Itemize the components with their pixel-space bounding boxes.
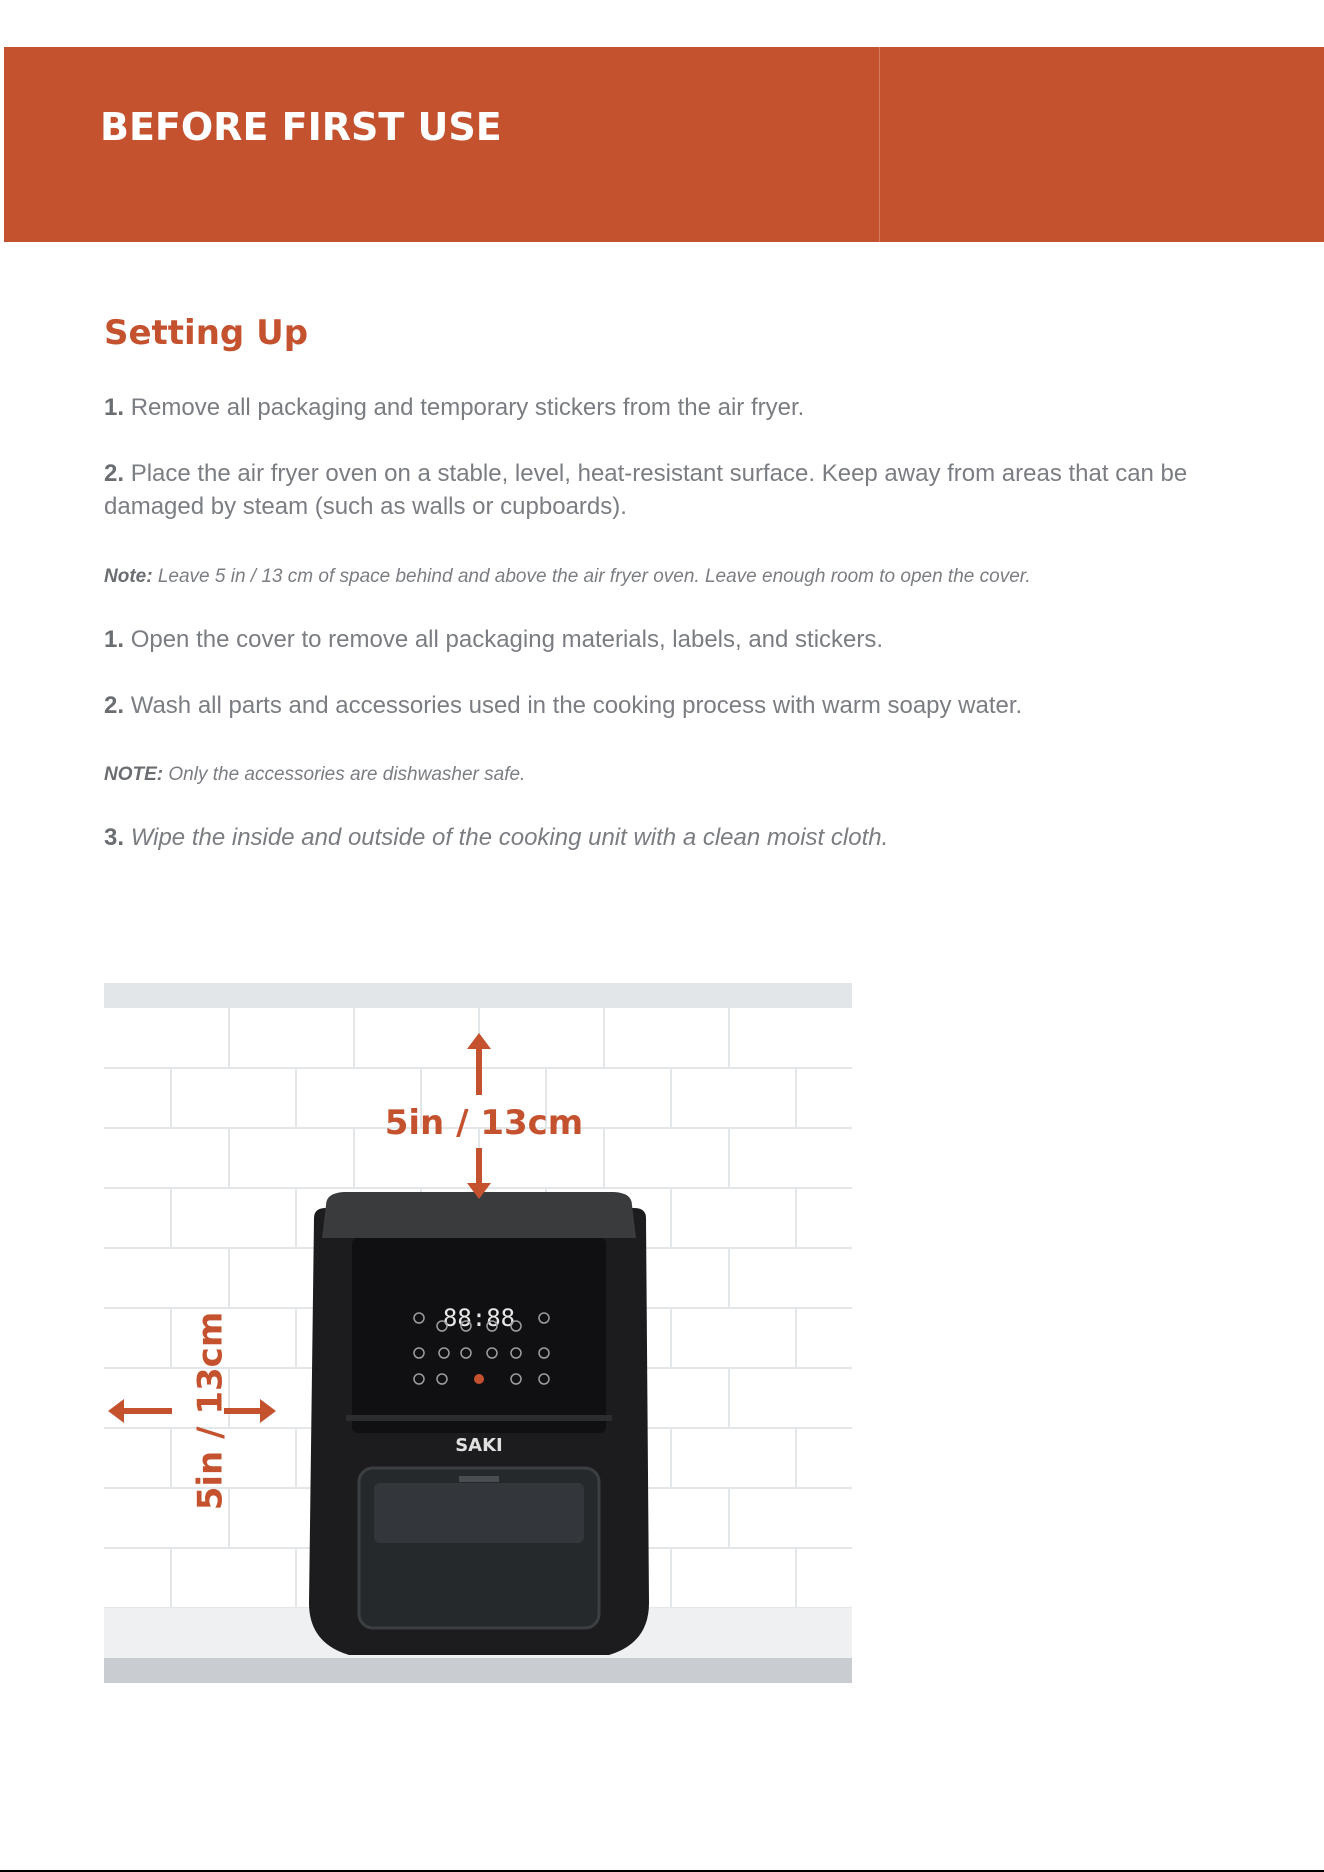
brand-logo: SAKI bbox=[455, 1435, 503, 1456]
step-number: 1. bbox=[104, 394, 125, 421]
power-button-icon bbox=[474, 1374, 484, 1384]
step-1 bbox=[104, 391, 1234, 424]
side-clearance-label: 5in / 13cm bbox=[190, 1311, 231, 1511]
banner-divider bbox=[879, 47, 880, 242]
step-text: Place the air fryer oven on a stable, level, heat-resistant surface. Keep away from areas that can be damaged by steam (such as walls or cupboards). bbox=[104, 460, 1188, 520]
clearance-figure bbox=[104, 983, 852, 1683]
note-label: Note: bbox=[104, 566, 153, 587]
step-5 bbox=[104, 821, 1234, 854]
top-clearance-label: 5in / 13cm bbox=[384, 1103, 584, 1143]
step-4 bbox=[104, 689, 1234, 722]
air-fryer bbox=[309, 1192, 649, 1655]
control-panel bbox=[352, 1238, 606, 1433]
countertop-edge bbox=[104, 1658, 852, 1683]
note-text: Only the accessories are dishwasher safe. bbox=[168, 764, 526, 785]
step-3 bbox=[104, 623, 1234, 656]
step-number: 1. bbox=[104, 626, 125, 653]
wall-top-trim bbox=[104, 983, 852, 1008]
step-number: 3. bbox=[104, 824, 125, 851]
step-text: Open the cover to remove all packaging materials, labels, and stickers. bbox=[130, 626, 884, 653]
step-text: Remove all packaging and temporary stickers from the air fryer. bbox=[130, 394, 805, 421]
page-title: BEFORE FIRST USE bbox=[100, 105, 502, 149]
step-2 bbox=[104, 457, 1234, 523]
note-text: Leave 5 in / 13 cm of space behind and above the air fryer oven. Leave enough room to open the cover. bbox=[157, 566, 1031, 587]
step-text: Wipe the inside and outside of the cooking unit with a clean moist cloth. bbox=[130, 824, 889, 851]
air-fryer-illustration bbox=[104, 983, 852, 1683]
step-text: Wash all parts and accessories used in the cooking process with warm soapy water. bbox=[130, 692, 1023, 719]
led-display: 88:88 bbox=[442, 1304, 516, 1332]
step-number: 2. bbox=[104, 460, 125, 487]
section-title: Setting Up bbox=[104, 313, 309, 353]
note-dishwasher bbox=[104, 758, 1234, 791]
note-clearance bbox=[104, 560, 1234, 593]
note-label: NOTE: bbox=[104, 764, 164, 785]
step-number: 2. bbox=[104, 692, 125, 719]
